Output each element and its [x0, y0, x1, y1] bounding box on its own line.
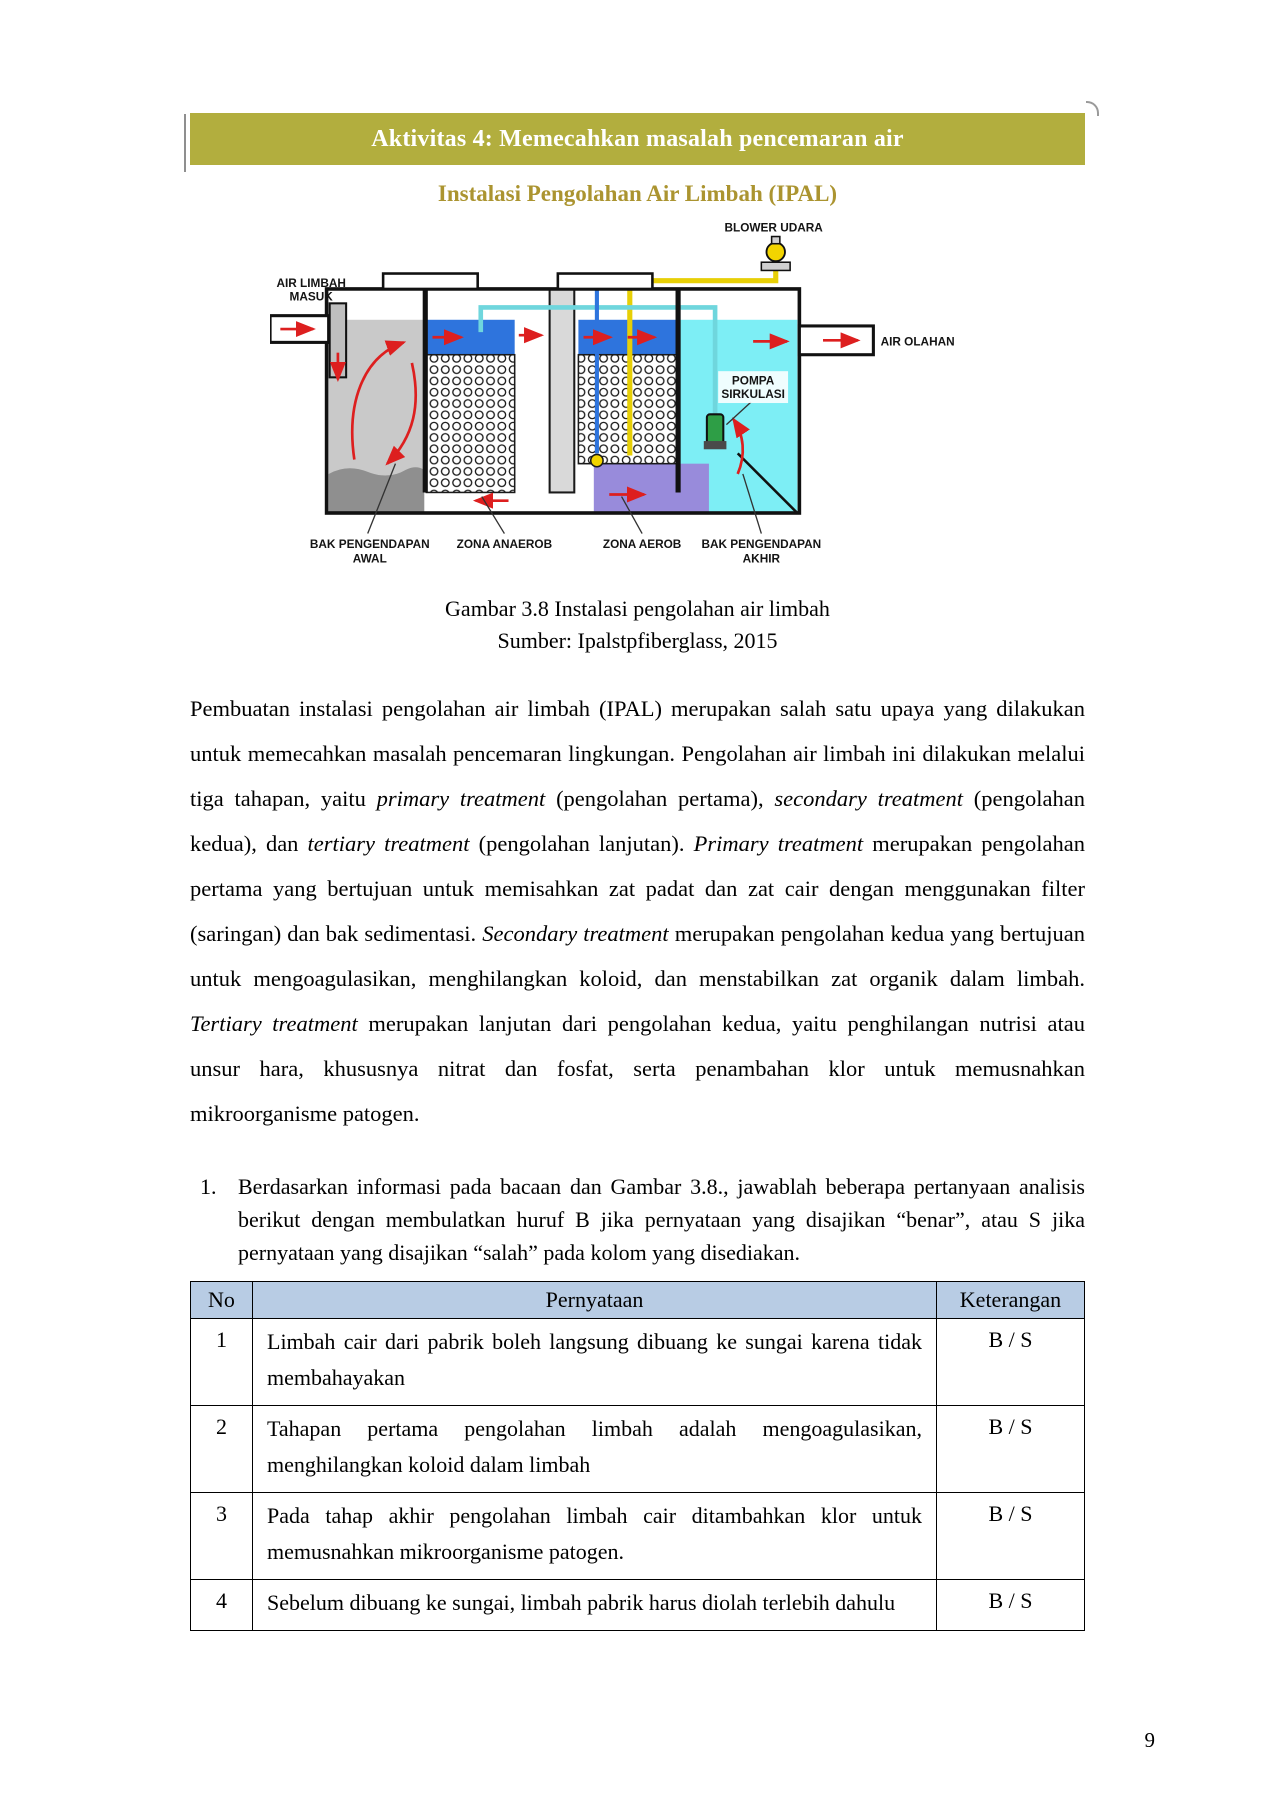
page-title: Instalasi Pengolahan Air Limbah (IPAL): [437, 181, 838, 206]
header-keterangan: Keterangan: [937, 1282, 1085, 1319]
basin2-label-line1: BAK PENGENDAPAN: [701, 536, 822, 551]
paragraph-segment: (pengolahan pertama),: [545, 786, 775, 811]
page-number: 9: [1144, 1728, 1155, 1752]
content-area: [190, 113, 1085, 1631]
row-statement: Pada tahap akhir pengolahan limbah cair ditambahkan klor untuk memusnahkan mikroorganisme patogen.: [253, 1493, 937, 1580]
manhole-cover-1: [383, 274, 478, 289]
row-statement: Tahapan pertama pengolahan limbah adalah mengoagulasikan, menghilangkan koloid dalam limbah: [253, 1406, 937, 1493]
banner-wrap: [190, 113, 1085, 165]
row-answer-choice: B / S: [937, 1319, 1085, 1406]
ipal-diagram: [270, 217, 1005, 587]
center-channel: [550, 289, 575, 493]
figure-source: Sumber: Ipalstpfiberglass, 2015: [497, 628, 778, 653]
question-number: 1.: [200, 1174, 217, 1199]
row-answer-choice: B / S: [937, 1493, 1085, 1580]
table-row: [191, 1319, 1085, 1406]
inlet-label-line1: AIR LIMBAH: [276, 275, 346, 290]
circulation-pump: [704, 414, 727, 449]
row-number: 3: [191, 1493, 253, 1580]
figure-captions: [190, 594, 1085, 656]
activity-banner-title: Aktivitas 4: Memecahkan masalah pencemaran air: [371, 125, 904, 152]
row-answer-choice: B / S: [937, 1580, 1085, 1631]
manhole-cover-2: [558, 274, 653, 289]
blower-label: BLOWER UDARA: [724, 220, 823, 235]
question-text: Berdasarkan informasi pada bacaan dan Gambar 3.8., jawablah beberapa pertanyaan analisis berikut dengan membulatkan huruf B jika pernyataan yang disajikan “benar”, atau S jika pernyataan yang disajikan “salah” pada kolom yang disediakan.: [238, 1174, 1085, 1265]
ipal-diagram-figure: [190, 217, 1085, 656]
outlet-label: AIR OLAHAN: [880, 334, 955, 349]
paragraph-segment: merupakan pengolahan kedua yang bertujuan untuk mengoagulasikan, menghilangkan koloid, dan menstabilkan zat organik dalam limbah.: [190, 921, 1085, 991]
table-header-row: [191, 1282, 1085, 1319]
activity-banner: [190, 113, 1085, 165]
float-ball: [591, 454, 603, 466]
paragraph-segment-italic: primary treatment: [376, 786, 546, 811]
basin1-label-line2: AWAL: [352, 551, 387, 566]
paragraph-segment-italic: Secondary treatment: [482, 921, 669, 946]
header-pernyataan: Pernyataan: [253, 1282, 937, 1319]
row-number: 1: [191, 1319, 253, 1406]
paragraph-segment-italic: Tertiary treatment: [190, 1011, 358, 1036]
paragraph-segment: (pengolahan lanjutan).: [469, 831, 694, 856]
paragraph-segment: merupakan lanjutan dari pengolahan kedua, yaitu penghilangan nutrisi atau unsur hara, khususnya nitrat dan fosfat, serta penambahan klor untuk memusnahkan mikroorganisme patogen.: [190, 1011, 1085, 1126]
table-row: [191, 1406, 1085, 1493]
statements-table: [190, 1281, 1085, 1631]
table-row: [191, 1493, 1085, 1580]
pump-label-line2: SIRKULASI: [721, 386, 785, 401]
basin1-label-line1: BAK PENGENDAPAN: [309, 536, 430, 551]
row-answer-choice: B / S: [937, 1406, 1085, 1493]
body-paragraph: [190, 686, 1085, 1136]
row-statement: Limbah cair dari pabrik boleh langsung dibuang ke sungai karena tidak membahayakan: [253, 1319, 937, 1406]
paragraph-segment-italic: secondary treatment: [774, 786, 964, 811]
corner-curl-decoration: [1086, 101, 1099, 116]
banner-left-border: [184, 114, 186, 172]
paragraph-segment: (pengolahan kedua), dan: [190, 786, 1085, 856]
table-row: [191, 1580, 1085, 1631]
paragraph-segment: merupakan pengolahan pertama yang bertujuan untuk memisahkan zat padat dan zat cair dengan menggunakan filter (saringan) dan bak sedimentasi.: [190, 831, 1086, 946]
aerob-zone-label: ZONA AEROB: [602, 536, 682, 551]
anaerob-media-block: [426, 355, 514, 493]
paragraph-segment-italic: tertiary treatment: [307, 831, 470, 856]
question-item-1: [190, 1170, 1085, 1269]
anaerob-zone-label: ZONA ANAEROB: [456, 536, 553, 551]
paragraph-segment-italic: Primary treatment: [693, 831, 864, 856]
pump-label-line1: POMPA: [731, 373, 775, 388]
paragraph-segment: Pembuatan instalasi pengolahan air limbah (IPAL) merupakan salah satu upaya yang dilakukan untuk memecahkan masalah pencemaran lingkungan. Pengolahan air limbah ini dilakukan melalui tiga tahapan, yaitu: [190, 696, 1085, 811]
inlet-label-line2: MASUK: [289, 289, 333, 304]
figure-caption: Gambar 3.8 Instalasi pengolahan air limbah: [445, 596, 830, 621]
header-no: No: [191, 1282, 253, 1319]
sludge-zone: [594, 464, 709, 513]
basin2-label-line2: AKHIR: [742, 551, 781, 566]
air-blower: [761, 237, 790, 271]
row-number: 2: [191, 1406, 253, 1493]
row-number: 4: [191, 1580, 253, 1631]
row-statement: Sebelum dibuang ke sungai, limbah pabrik harus diolah terlebih dahulu: [253, 1580, 937, 1631]
